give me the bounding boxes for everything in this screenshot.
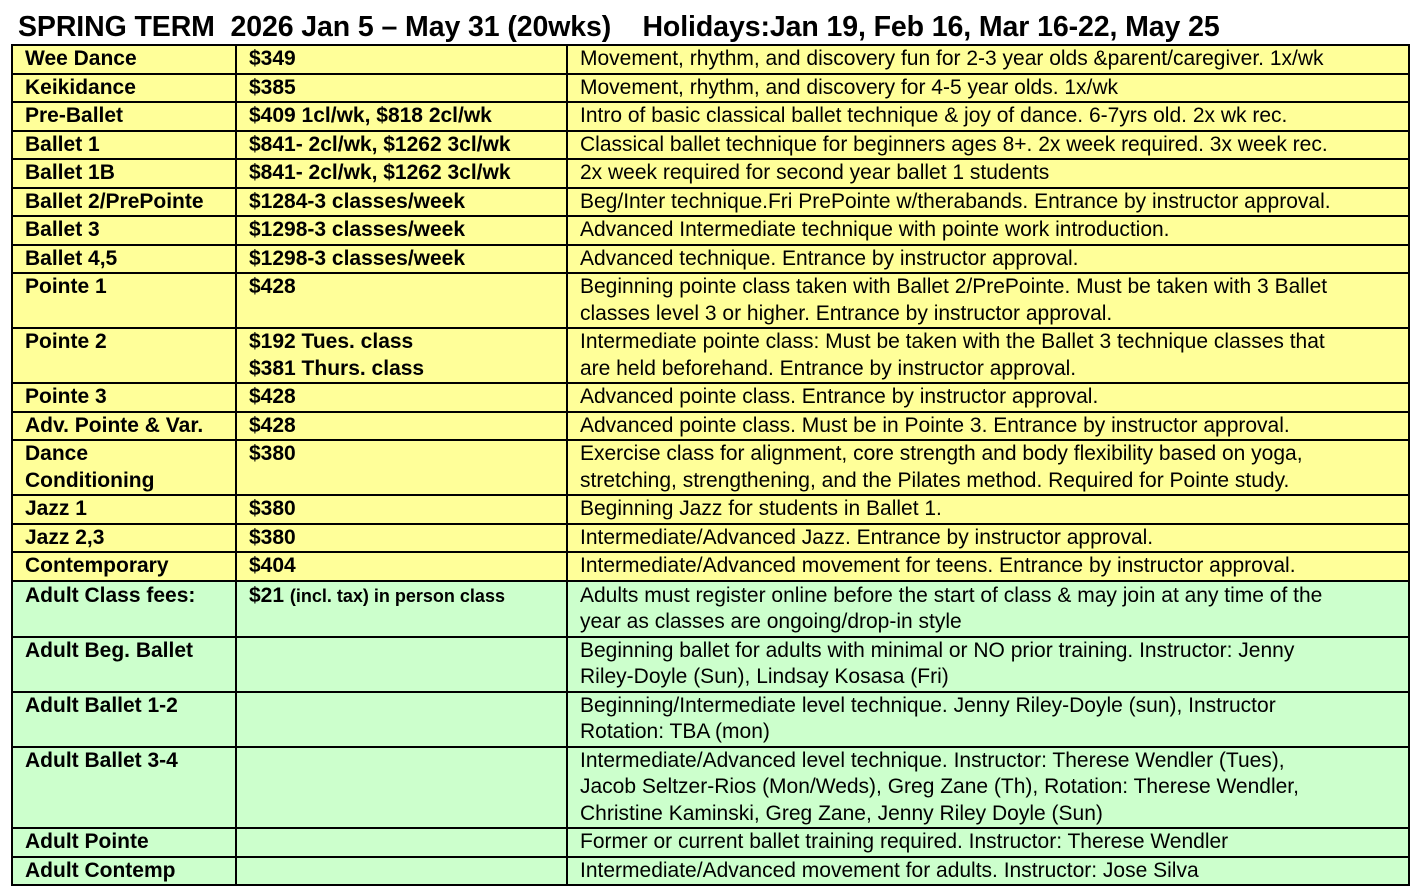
description-line: Exercise class for alignment, core strength and body flexibility based on yoga, — [580, 442, 1303, 465]
table-row — [12, 216, 1409, 245]
class-price: $428 — [236, 273, 567, 328]
description-line: Beginning/Intermediate level technique. Jenny Riley-Doyle (sun), Instructor — [580, 693, 1276, 717]
table-row — [12, 524, 1409, 553]
class-price — [236, 581, 567, 637]
table-row — [12, 440, 1409, 495]
class-description: Intermediate/Advanced movement for adults. Instructor: Jose Silva — [567, 857, 1409, 886]
class-description: Former or current ballet training required. Instructor: Therese Wendler — [567, 828, 1409, 857]
class-name: Jazz 1 — [12, 495, 236, 524]
class-name: Adult Class fees: — [12, 581, 236, 637]
description-line: Christine Kaminski, Greg Zane, Jenny Riley Doyle (Sun) — [580, 801, 1103, 825]
class-price: $1284-3 classes/week — [236, 188, 567, 217]
description-line: Rotation: TBA (mon) — [580, 720, 770, 743]
class-price: $349 — [236, 45, 567, 74]
adult-fee-note: (incl. tax) in person class — [289, 585, 505, 606]
table-row — [12, 581, 1409, 637]
class-description: 2x week required for second year ballet 1 students — [567, 159, 1409, 188]
class-fee-table — [11, 44, 1410, 886]
description-line: stretching, strengthening, and the Pilates method. Required for Pointe study. — [580, 468, 1290, 492]
class-name: Ballet 3 — [12, 216, 236, 245]
description-line: are held beforehand. Entrance by instructor approval. — [580, 356, 1077, 380]
class-name: Ballet 4,5 — [12, 245, 236, 274]
class-description: Advanced pointe class. Entrance by instructor approval. — [567, 383, 1409, 412]
class-description — [567, 692, 1409, 747]
class-name: Adult Contemp — [12, 857, 236, 886]
table-row — [12, 692, 1409, 747]
table-row — [12, 637, 1409, 692]
description-line: Beginning pointe class taken with Ballet 2/PrePointe. Must be taken with 3 Ballet — [580, 275, 1328, 298]
class-name: Adult Ballet 1-2 — [12, 692, 236, 747]
table-row — [12, 245, 1409, 274]
description-line: Intermediate pointe class: Must be taken with the Ballet 3 technique classes that — [580, 330, 1325, 353]
table-row — [12, 159, 1409, 188]
class-name: Pointe 3 — [12, 383, 236, 412]
description-line: classes level 3 or higher. Entrance by instructor approval. — [580, 301, 1113, 325]
table-row — [12, 747, 1409, 829]
class-price — [236, 828, 567, 857]
class-description — [567, 328, 1409, 383]
table-row — [12, 495, 1409, 524]
class-name: Ballet 1B — [12, 159, 236, 188]
class-name: Adult Pointe — [12, 828, 236, 857]
class-name: Wee Dance — [12, 45, 236, 74]
table-row — [12, 102, 1409, 131]
class-description — [567, 440, 1409, 495]
description-line: Adults must register online before the start of class & may join at any time of the — [580, 583, 1323, 607]
class-description: Movement, rhythm, and discovery for 4-5 year olds. 1x/wk — [567, 74, 1409, 103]
class-description — [567, 581, 1409, 637]
class-price — [236, 747, 567, 829]
class-price — [236, 328, 567, 383]
table-row — [12, 857, 1409, 886]
description-line: Riley-Doyle (Sun), Lindsay Kosasa (Fri) — [580, 665, 949, 688]
class-price: $428 — [236, 383, 567, 412]
class-name: Pointe 1 — [12, 273, 236, 328]
class-price — [236, 637, 567, 692]
table-row — [12, 45, 1409, 74]
class-description: Intermediate/Advanced movement for teens. Entrance by instructor approval. — [567, 552, 1409, 581]
class-description: Advanced technique. Entrance by instructor approval. — [567, 245, 1409, 274]
class-name: Ballet 1 — [12, 131, 236, 160]
class-description: Beginning Jazz for students in Ballet 1. — [567, 495, 1409, 524]
class-name: Keikidance — [12, 74, 236, 103]
class-description — [567, 637, 1409, 692]
class-name: Adv. Pointe & Var. — [12, 412, 236, 441]
price-line: $192 Tues. class — [249, 330, 414, 353]
table-row — [12, 188, 1409, 217]
table-row — [12, 828, 1409, 857]
class-price: $1298-3 classes/week — [236, 245, 567, 274]
class-price: $409 1cl/wk, $818 2cl/wk — [236, 102, 567, 131]
class-price: $841- 2cl/wk, $1262 3cl/wk — [236, 159, 567, 188]
class-name: Contemporary — [12, 552, 236, 581]
table-row — [12, 412, 1409, 441]
class-price: $380 — [236, 495, 567, 524]
class-description: Classical ballet technique for beginners ages 8+. 2x week required. 3x week rec. — [567, 131, 1409, 160]
description-line: Jacob Seltzer-Rios (Mon/Weds), Greg Zane (Th), Rotation: Therese Wendler, — [580, 775, 1299, 798]
class-price — [236, 857, 567, 886]
class-description: Beg/Inter technique.Fri PrePointe w/therabands. Entrance by instructor approval. — [567, 188, 1409, 217]
table-row — [12, 131, 1409, 160]
class-price: $380 — [236, 524, 567, 553]
description-line: Intermediate/Advanced level technique. Instructor: Therese Wendler (Tues), — [580, 748, 1285, 772]
class-price: $380 — [236, 440, 567, 495]
class-name: Pre-Ballet — [12, 102, 236, 131]
class-description — [567, 273, 1409, 328]
class-description: Intro of basic classical ballet technique & joy of dance. 6-7yrs old. 2x wk rec. — [567, 102, 1409, 131]
class-description — [567, 747, 1409, 829]
class-name: Adult Beg. Ballet — [12, 637, 236, 692]
class-price: $404 — [236, 552, 567, 581]
table-row — [12, 328, 1409, 383]
class-price: $385 — [236, 74, 567, 103]
adult-fee-amount: $21 — [249, 583, 285, 607]
class-description: Advanced Intermediate technique with pointe work introduction. — [567, 216, 1409, 245]
class-name: Jazz 2,3 — [12, 524, 236, 553]
class-description: Movement, rhythm, and discovery fun for 2-3 year olds &parent/caregiver. 1x/wk — [567, 45, 1409, 74]
name-line: Conditioning — [25, 468, 155, 492]
class-name: Pointe 2 — [12, 328, 236, 383]
class-price: $841- 2cl/wk, $1262 3cl/wk — [236, 131, 567, 160]
class-name: Adult Ballet 3-4 — [12, 747, 236, 829]
class-name — [12, 440, 236, 495]
description-line: year as classes are ongoing/drop-in style — [580, 610, 962, 633]
price-line: $381 Thurs. class — [249, 356, 425, 380]
table-row — [12, 273, 1409, 328]
class-name: Ballet 2/PrePointe — [12, 188, 236, 217]
class-price: $428 — [236, 412, 567, 441]
description-line: Beginning ballet for adults with minimal or NO prior training. Instructor: Jenny — [580, 638, 1295, 662]
schedule-title: SPRING TERM 2026 Jan 5 – May 31 (20wks) Holidays:Jan 19, Feb 16, Mar 16-22, May 25 — [18, 11, 1220, 43]
class-description: Advanced pointe class. Must be in Pointe 3. Entrance by instructor approval. — [567, 412, 1409, 441]
class-price — [236, 692, 567, 747]
name-line: Dance — [25, 442, 89, 465]
table-row — [12, 74, 1409, 103]
class-price: $1298-3 classes/week — [236, 216, 567, 245]
class-description: Intermediate/Advanced Jazz. Entrance by instructor approval. — [567, 524, 1409, 553]
table-row — [12, 552, 1409, 581]
table-row — [12, 383, 1409, 412]
